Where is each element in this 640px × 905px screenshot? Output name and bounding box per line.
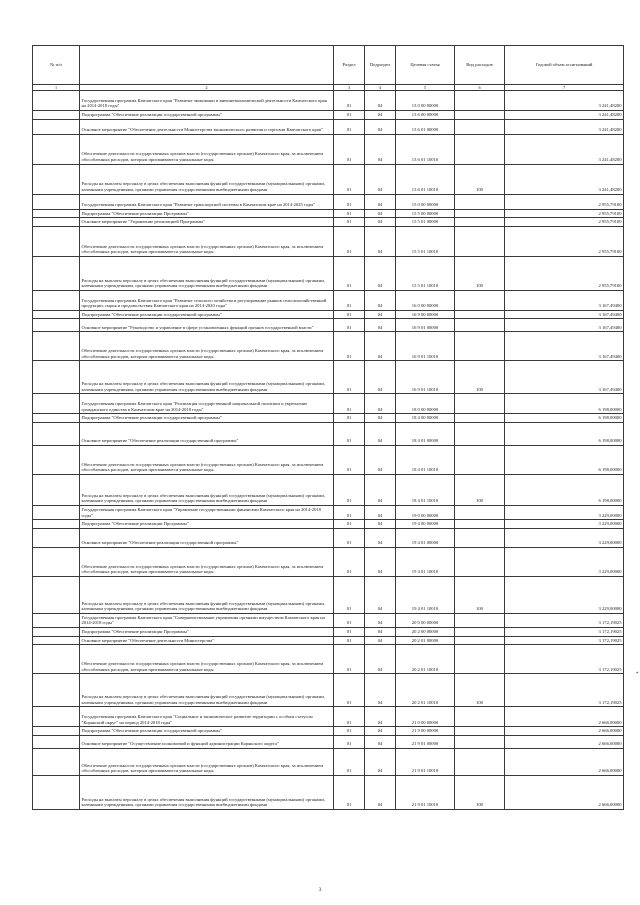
row-tselevaya-statya: 13 6 01 00000	[396, 119, 455, 134]
row-sum: 6 198,00000	[505, 445, 624, 474]
header-sum: Годовой объем ассигнований	[505, 46, 624, 85]
row-podrazdel: 04	[365, 645, 396, 674]
row-sum: 6 198,00000	[505, 394, 624, 414]
table-row	[33, 111, 624, 120]
table-body	[33, 91, 624, 810]
row-vid-raskhodov	[455, 505, 505, 519]
row-razdel: 01	[334, 735, 365, 748]
row-podrazdel: 04	[365, 290, 396, 310]
row-index	[33, 645, 80, 674]
row-sum: 2 955,79100	[505, 209, 624, 218]
row-name: Основное мероприятие "Руководство и управление в сфере установленных функций органов государственной власти"	[80, 319, 334, 332]
row-tselevaya-statya: 18 4 01 00000	[396, 422, 455, 445]
row-razdel: 01	[334, 674, 365, 707]
row-tselevaya-statya: 13 6 01 10010	[396, 134, 455, 164]
table-row	[33, 319, 624, 332]
row-index	[33, 636, 80, 645]
table-row	[33, 332, 624, 361]
row-razdel: 01	[334, 414, 365, 423]
row-podrazdel: 04	[365, 613, 396, 627]
row-name: Расходы на выплаты персоналу в целях обеспечения выполнения функций государственными (муниципальными) органами, казенными учреждениями, органами управления государственными внебюджетными фондами	[80, 775, 334, 809]
column-number: 7	[505, 85, 624, 91]
row-sum: 2 955,79100	[505, 256, 624, 290]
row-vid-raskhodov: 100	[455, 256, 505, 290]
row-index	[33, 613, 80, 627]
row-index	[33, 209, 80, 218]
row-tselevaya-statya: 16 9 01 10010	[396, 361, 455, 394]
table-row	[33, 528, 624, 547]
row-razdel: 01	[334, 290, 365, 310]
row-vid-raskhodov	[455, 422, 505, 445]
row-name: Обеспечение деятельности государственных органов власти (государственных органов) Камчатского края, за исключением обособленных расходов, которым присваиваются уникальные коды.	[80, 332, 334, 361]
row-tselevaya-statya: 16 9 01 00000	[396, 319, 455, 332]
row-tselevaya-statya: 15 5 01 00000	[396, 218, 455, 227]
row-razdel: 01	[334, 119, 365, 134]
table-row	[33, 748, 624, 775]
row-podrazdel: 04	[365, 332, 396, 361]
table-row	[33, 727, 624, 736]
row-podrazdel: 04	[365, 361, 396, 394]
row-razdel: 01	[334, 528, 365, 547]
row-podrazdel: 04	[365, 775, 396, 809]
table-row	[33, 775, 624, 809]
row-tselevaya-statya: 21 9 01 10010	[396, 748, 455, 775]
row-name: Обеспечение деятельности государственных органов власти (государственных органов) Камчатского края, за исключением обособленных расходов, которым присваиваются уникальные коды.	[80, 547, 334, 576]
row-sum: 6 198,00000	[505, 474, 624, 505]
row-sum: 3 167,49400	[505, 310, 624, 319]
row-podrazdel: 04	[365, 414, 396, 423]
row-name: Подпрограмма "Обеспечение реализации государственной программы"	[80, 414, 334, 423]
row-razdel: 01	[334, 547, 365, 576]
table-row	[33, 674, 624, 707]
row-vid-raskhodov	[455, 613, 505, 627]
table-row	[33, 394, 624, 414]
table-row	[33, 735, 624, 748]
row-razdel: 01	[334, 91, 365, 111]
row-podrazdel: 04	[365, 674, 396, 707]
table-row	[33, 310, 624, 319]
row-vid-raskhodov	[455, 748, 505, 775]
row-vid-raskhodov	[455, 528, 505, 547]
row-sum: 2 955,79100	[505, 194, 624, 209]
row-index	[33, 528, 80, 547]
row-name: Обеспечение деятельности государственных органов власти (государственных органов) Камчатского края, за исключением обособленных расходов, которым присваиваются уникальные коды.	[80, 748, 334, 775]
row-sum: 3 229,00000	[505, 576, 624, 613]
table-row	[33, 134, 624, 164]
row-index	[33, 474, 80, 505]
row-name: Подпрограмма "Обеспечение реализации государственной программы"	[80, 111, 334, 120]
row-podrazdel: 04	[365, 226, 396, 256]
row-index	[33, 256, 80, 290]
row-name: Подпрограмма "Обеспечение реализации государственной программы"	[80, 727, 334, 736]
table-row	[33, 290, 624, 310]
table-row	[33, 256, 624, 290]
row-index	[33, 520, 80, 529]
row-podrazdel: 04	[365, 119, 396, 134]
row-tselevaya-statya: 21 9 01 10010	[396, 775, 455, 809]
row-index	[33, 627, 80, 636]
row-sum: 2 955,79100	[505, 226, 624, 256]
row-name: Обеспечение деятельности государственных органов власти (государственных органов) Камчатского края, за исключением обособленных расходов, которым присваиваются уникальные коды.	[80, 226, 334, 256]
row-tselevaya-statya: 19 4 01 10010	[396, 576, 455, 613]
table-header	[33, 46, 624, 91]
row-razdel: 01	[334, 111, 365, 120]
row-index	[33, 505, 80, 519]
row-name: Подпрограмма "Обеспечение реализации Программы"	[80, 627, 334, 636]
row-index	[33, 226, 80, 256]
row-tselevaya-statya: 16 0 00 00000	[396, 290, 455, 310]
row-razdel: 01	[334, 645, 365, 674]
header-num: № п/п	[33, 46, 80, 85]
row-vid-raskhodov	[455, 727, 505, 736]
row-podrazdel: 04	[365, 134, 396, 164]
row-podrazdel: 04	[365, 520, 396, 529]
row-vid-raskhodov	[455, 520, 505, 529]
header-name	[80, 46, 334, 85]
row-name: Расходы на выплаты персоналу в целях обеспечения выполнения функций государственными (муниципальными) органами, казенными учреждениями, органами управления государственными внебюджетными фондами	[80, 474, 334, 505]
row-podrazdel: 04	[365, 748, 396, 775]
row-razdel: 01	[334, 256, 365, 290]
row-index	[33, 727, 80, 736]
row-index	[33, 547, 80, 576]
row-name: Государственная программа Камчатского края "Развитие транспортной системы в Камчатском крае на 2014-2025 годы"	[80, 194, 334, 209]
row-index	[33, 91, 80, 111]
row-vid-raskhodov	[455, 645, 505, 674]
column-number: 2	[80, 85, 334, 91]
row-podrazdel: 04	[365, 474, 396, 505]
row-sum: 3 172,19025	[505, 636, 624, 645]
row-vid-raskhodov: 100	[455, 674, 505, 707]
margin-mark: *	[636, 672, 639, 677]
row-podrazdel: 04	[365, 547, 396, 576]
row-razdel: 01	[334, 164, 365, 194]
row-vid-raskhodov	[455, 194, 505, 209]
row-sum: 3 172,19025	[505, 613, 624, 627]
table-row	[33, 474, 624, 505]
row-podrazdel: 04	[365, 218, 396, 227]
row-vid-raskhodov	[455, 91, 505, 111]
row-tselevaya-statya: 18 4 01 10010	[396, 474, 455, 505]
row-tselevaya-statya: 21 9 01 00000	[396, 735, 455, 748]
row-razdel: 01	[334, 361, 365, 394]
row-razdel: 01	[334, 520, 365, 529]
row-tselevaya-statya: 21 9 00 00000	[396, 727, 455, 736]
row-vid-raskhodov	[455, 226, 505, 256]
row-podrazdel: 04	[365, 445, 396, 474]
header-razdel: Раздел	[334, 46, 365, 85]
row-vid-raskhodov	[455, 414, 505, 423]
row-index	[33, 332, 80, 361]
row-name: Государственная программа Камчатского края "Социальное и экономическое развитие территории с особым статусом "Корякский округ" на период 2014-2018 годы"	[80, 707, 334, 727]
row-tselevaya-statya: 19 4 01 00000	[396, 528, 455, 547]
row-vid-raskhodov	[455, 209, 505, 218]
row-razdel: 01	[334, 727, 365, 736]
table-row	[33, 576, 624, 613]
row-index	[33, 164, 80, 194]
row-tselevaya-statya: 19 4 00 00000	[396, 520, 455, 529]
row-name: Обеспечение деятельности государственных органов власти (государственных органов) Камчатского края, за исключением обособленных расходов, которым присваиваются уникальные коды.	[80, 134, 334, 164]
row-index	[33, 414, 80, 423]
table-row	[33, 627, 624, 636]
row-sum: 3 241,48200	[505, 91, 624, 111]
row-tselevaya-statya: 13 6 01 10010	[396, 164, 455, 194]
row-vid-raskhodov	[455, 111, 505, 120]
row-name: Расходы на выплаты персоналу в целях обеспечения выполнения функций государственными (муниципальными) органами, казенными учреждениями, органами управления государственными внебюджетными фондами	[80, 361, 334, 394]
row-tselevaya-statya: 19 4 01 10010	[396, 547, 455, 576]
row-name: Подпрограмма "Обеспечение реализации государственной программы"	[80, 310, 334, 319]
table-row	[33, 707, 624, 727]
row-index	[33, 394, 80, 414]
row-vid-raskhodov: 100	[455, 474, 505, 505]
row-sum: 2 666,00000	[505, 735, 624, 748]
row-vid-raskhodov	[455, 445, 505, 474]
row-sum: 2 666,00000	[505, 775, 624, 809]
table-row	[33, 218, 624, 227]
row-vid-raskhodov: 100	[455, 775, 505, 809]
row-razdel: 01	[334, 748, 365, 775]
row-sum: 2 666,00000	[505, 727, 624, 736]
row-podrazdel: 04	[365, 636, 396, 645]
row-podrazdel: 04	[365, 394, 396, 414]
row-razdel: 01	[334, 226, 365, 256]
row-tselevaya-statya: 15 5 01 10010	[396, 226, 455, 256]
column-number: 1	[33, 85, 80, 91]
row-razdel: 01	[334, 394, 365, 414]
row-name: Государственная программа Камчатского края "Совершенствование управления органами имуществом Камчатского края на 2014-2018 годы"	[80, 613, 334, 627]
row-name: Государственная программа Камчатского края "Управление государственными финансами Камчатского края на 2014-2018 годы"	[80, 505, 334, 519]
row-razdel: 01	[334, 775, 365, 809]
row-sum: 2 666,00000	[505, 707, 624, 727]
row-podrazdel: 04	[365, 627, 396, 636]
row-sum: 3 172,19025	[505, 645, 624, 674]
row-razdel: 01	[334, 422, 365, 445]
row-index	[33, 748, 80, 775]
row-tselevaya-statya: 21 0 00 00000	[396, 707, 455, 727]
table-row	[33, 194, 624, 209]
row-index	[33, 707, 80, 727]
row-name: Расходы на выплаты персоналу в целях обеспечения выполнения функций государственными (муниципальными) органами, казенными учреждениями, органами управления государственными внебюджетными фондами	[80, 674, 334, 707]
row-podrazdel: 04	[365, 256, 396, 290]
row-razdel: 01	[334, 505, 365, 519]
row-vid-raskhodov	[455, 134, 505, 164]
row-sum: 3 241,48200	[505, 134, 624, 164]
row-sum: 3 172,19025	[505, 627, 624, 636]
row-razdel: 01	[334, 576, 365, 613]
row-razdel: 01	[334, 613, 365, 627]
row-name: Основное мероприятие "Управление реализацией Программы"	[80, 218, 334, 227]
table-row	[33, 636, 624, 645]
column-number: 6	[455, 85, 505, 91]
row-name: Государственная программа Камчатского края "Развитие экономики и внешнеэкономической деятельности Камчатского края на 2014-2018 годы"	[80, 91, 334, 111]
row-name: Расходы на выплаты персоналу в целях обеспечения выполнения функций государственными (муниципальными) органами, казенными учреждениями, органами управления государственными внебюджетными фондами	[80, 576, 334, 613]
row-sum: 3 229,00000	[505, 528, 624, 547]
row-podrazdel: 04	[365, 91, 396, 111]
row-index	[33, 422, 80, 445]
row-sum: 3 229,00000	[505, 505, 624, 519]
row-tselevaya-statya: 15 0 00 00000	[396, 194, 455, 209]
row-index	[33, 290, 80, 310]
header-vid-raskhodov: Вид расходов	[455, 46, 505, 85]
row-name: Основное мероприятие "Обеспечение деятельности Министерства"	[80, 636, 334, 645]
row-name: Основное мероприятие "Обеспечение деятельности Министерства экономического развития и торговли Камчатского края"	[80, 119, 334, 134]
column-number: 4	[365, 85, 396, 91]
row-index	[33, 445, 80, 474]
row-tselevaya-statya: 18 4 01 10010	[396, 445, 455, 474]
row-index	[33, 194, 80, 209]
row-name: Расходы на выплаты персоналу в целях обеспечения выполнения функций государственными (муниципальными) органами, казенными учреждениями, органами управления государственными внебюджетными фондами	[80, 164, 334, 194]
row-vid-raskhodov	[455, 394, 505, 414]
row-tselevaya-statya: 16 9 01 10010	[396, 332, 455, 361]
row-vid-raskhodov	[455, 627, 505, 636]
row-tselevaya-statya: 15 5 00 00000	[396, 209, 455, 218]
row-index	[33, 361, 80, 394]
row-razdel: 01	[334, 627, 365, 636]
row-vid-raskhodov	[455, 735, 505, 748]
table-row	[33, 414, 624, 423]
row-name: Подпрограмма "Обеспечение реализации Программы"	[80, 520, 334, 529]
row-vid-raskhodov: 100	[455, 164, 505, 194]
row-sum: 3 167,49400	[505, 290, 624, 310]
row-podrazdel: 04	[365, 111, 396, 120]
row-vid-raskhodov	[455, 319, 505, 332]
row-sum: 2 666,00000	[505, 748, 624, 775]
table-row	[33, 91, 624, 111]
row-sum: 3 167,49400	[505, 319, 624, 332]
row-sum: 3 167,49400	[505, 332, 624, 361]
table-row	[33, 613, 624, 627]
header-podrazdel: Подраздел	[365, 46, 396, 85]
row-vid-raskhodov	[455, 218, 505, 227]
row-vid-raskhodov	[455, 707, 505, 727]
row-index	[33, 674, 80, 707]
row-podrazdel: 04	[365, 422, 396, 445]
row-razdel: 01	[334, 319, 365, 332]
row-tselevaya-statya: 15 5 01 10010	[396, 256, 455, 290]
row-vid-raskhodov	[455, 636, 505, 645]
row-name: Основное мероприятие "Обеспечение реализации государственной программы"	[80, 528, 334, 547]
row-index	[33, 735, 80, 748]
row-name: Обеспечение деятельности государственных органов власти (государственных органов) Камчатского края, за исключением обособленных расходов, которым присваиваются уникальные коды.	[80, 645, 334, 674]
row-podrazdel: 04	[365, 319, 396, 332]
table-row	[33, 119, 624, 134]
row-podrazdel: 04	[365, 528, 396, 547]
table-row	[33, 422, 624, 445]
row-razdel: 01	[334, 474, 365, 505]
table-row	[33, 645, 624, 674]
row-podrazdel: 04	[365, 576, 396, 613]
row-podrazdel: 04	[365, 209, 396, 218]
table-row	[33, 520, 624, 529]
row-tselevaya-statya: 13 0 00 00000	[396, 91, 455, 111]
row-sum: 6 198,00000	[505, 414, 624, 423]
row-razdel: 01	[334, 134, 365, 164]
table-row	[33, 164, 624, 194]
row-tselevaya-statya: 19 0 00 00000	[396, 505, 455, 519]
row-razdel: 01	[334, 310, 365, 319]
budget-table	[32, 45, 624, 810]
table-row	[33, 361, 624, 394]
row-podrazdel: 04	[365, 505, 396, 519]
column-number: 3	[334, 85, 365, 91]
row-vid-raskhodov	[455, 290, 505, 310]
table-row	[33, 209, 624, 218]
row-index	[33, 218, 80, 227]
row-index	[33, 111, 80, 120]
table-row	[33, 505, 624, 519]
row-podrazdel: 04	[365, 707, 396, 727]
row-podrazdel: 04	[365, 310, 396, 319]
row-razdel: 01	[334, 194, 365, 209]
row-sum: 2 955,79100	[505, 218, 624, 227]
row-razdel: 01	[334, 218, 365, 227]
row-index	[33, 310, 80, 319]
row-index	[33, 134, 80, 164]
row-vid-raskhodov	[455, 547, 505, 576]
row-sum: 3 229,00000	[505, 547, 624, 576]
row-tselevaya-statya: 20 2 01 00000	[396, 636, 455, 645]
row-tselevaya-statya: 13 6 00 00000	[396, 111, 455, 120]
row-tselevaya-statya: 20 0 00 00000	[396, 613, 455, 627]
row-index	[33, 775, 80, 809]
row-razdel: 01	[334, 209, 365, 218]
table-row	[33, 226, 624, 256]
row-index	[33, 319, 80, 332]
row-index	[33, 119, 80, 134]
row-tselevaya-statya: 20 2 00 00000	[396, 627, 455, 636]
row-name: Государственная программа Камчатского края "Реализация государственной национальной политики и укрепление гражданского единства в Камчатском крае на 2014-2018 годы"	[80, 394, 334, 414]
row-vid-raskhodov: 100	[455, 361, 505, 394]
row-tselevaya-statya: 20 2 01 10010	[396, 645, 455, 674]
row-name: Государственная программа Камчатского края "Развитие сельского хозяйства и регулирование рынков сельскохозяйственной продукции, сырья и продовольствия Камчатского края на 2014-2020 годы"	[80, 290, 334, 310]
row-name: Основное мероприятие "Осуществление полномочий и функций администрации Корякского округа"	[80, 735, 334, 748]
row-name: Расходы на выплаты персоналу в целях обеспечения выполнения функций государственными (муниципальными) органами, казенными учреждениями, органами управления государственными внебюджетными фондами	[80, 256, 334, 290]
row-name: Основное мероприятие "Обеспечение реализации государственной программы"	[80, 422, 334, 445]
header-tselevaya-statya: Целевая статья	[396, 46, 455, 85]
row-podrazdel: 04	[365, 194, 396, 209]
row-vid-raskhodov	[455, 119, 505, 134]
row-sum: 3 241,48200	[505, 164, 624, 194]
row-podrazdel: 04	[365, 727, 396, 736]
row-tselevaya-statya: 18 0 00 00000	[396, 394, 455, 414]
row-sum: 3 241,48200	[505, 111, 624, 120]
row-razdel: 01	[334, 332, 365, 361]
row-name: Обеспечение деятельности государственных органов власти (государственных органов) Камчатского края, за исключением обособленных расходов, которым присваиваются уникальные коды.	[80, 445, 334, 474]
page-number: 3	[318, 887, 322, 893]
table-row	[33, 547, 624, 576]
row-vid-raskhodov	[455, 310, 505, 319]
row-tselevaya-statya: 16 9 00 00000	[396, 310, 455, 319]
row-podrazdel: 04	[365, 164, 396, 194]
row-razdel: 01	[334, 445, 365, 474]
row-sum: 3 229,00000	[505, 520, 624, 529]
column-number: 5	[396, 85, 455, 91]
row-razdel: 01	[334, 636, 365, 645]
row-podrazdel: 04	[365, 735, 396, 748]
table-row	[33, 445, 624, 474]
row-tselevaya-statya: 20 2 01 10010	[396, 674, 455, 707]
row-tselevaya-statya: 18 4 00 00000	[396, 414, 455, 423]
row-vid-raskhodov: 100	[455, 576, 505, 613]
row-sum: 3 241,48200	[505, 119, 624, 134]
row-sum: 3 172,19025	[505, 674, 624, 707]
row-sum: 3 167,49400	[505, 361, 624, 394]
row-sum: 6 198,00000	[505, 422, 624, 445]
row-name: Подпрограмма "Обеспечение реализации Программы"	[80, 209, 334, 218]
row-vid-raskhodov	[455, 332, 505, 361]
row-index	[33, 576, 80, 613]
row-razdel: 01	[334, 707, 365, 727]
